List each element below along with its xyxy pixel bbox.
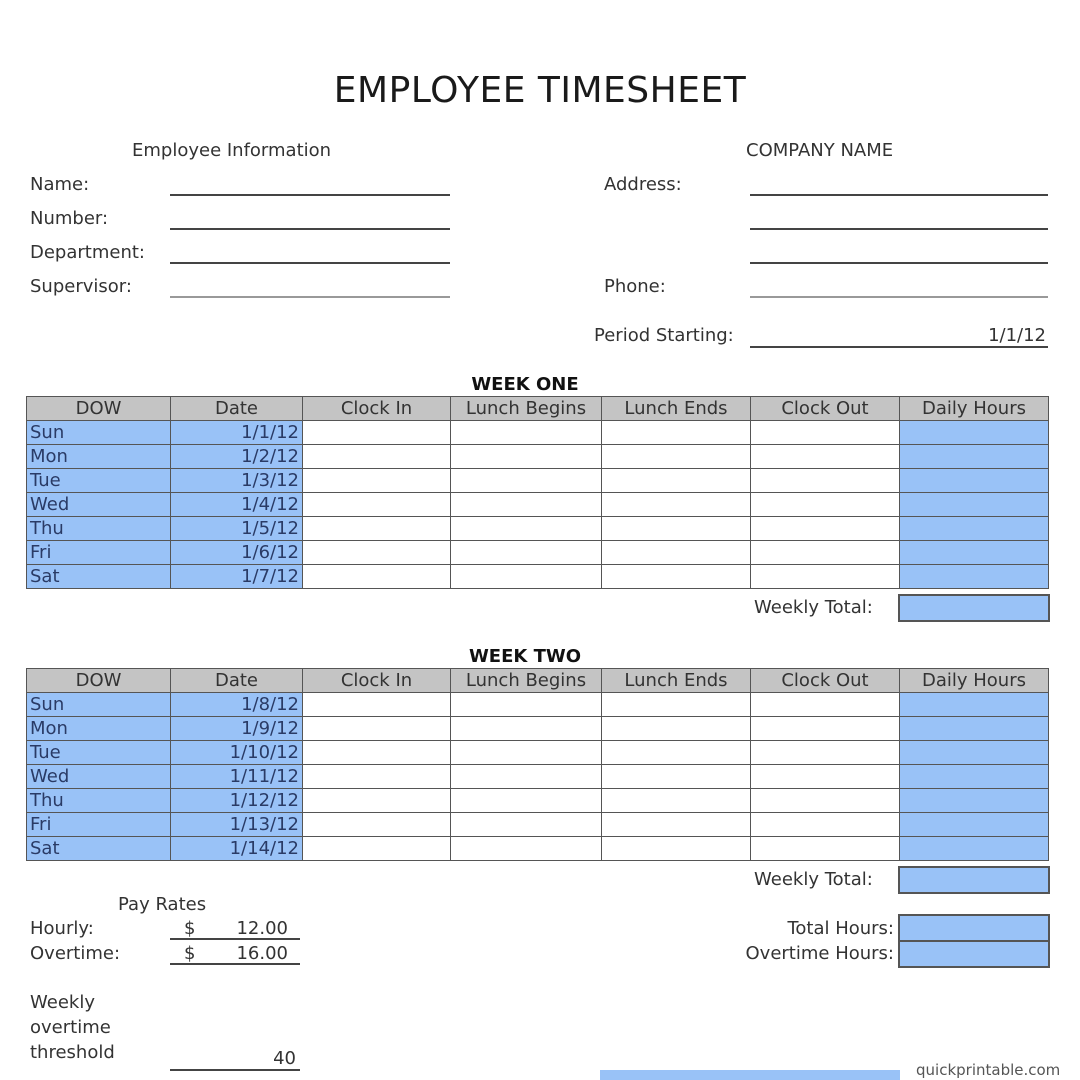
table-row xyxy=(27,693,1049,717)
lunch-begins-cell[interactable] xyxy=(451,765,602,789)
overtime-currency: $ xyxy=(184,943,196,964)
dow-cell: Wed xyxy=(27,765,171,789)
threshold-field[interactable] xyxy=(170,1069,300,1071)
date-cell: 1/8/12 xyxy=(171,693,303,717)
dow-cell: Sat xyxy=(27,565,171,589)
dow-cell: Mon xyxy=(27,445,171,469)
lunch-begins-cell[interactable] xyxy=(451,717,602,741)
daily-hours-cell[interactable] xyxy=(900,789,1049,813)
week-one-header-row xyxy=(27,397,1049,421)
clock-in-cell[interactable] xyxy=(303,693,451,717)
week-two-header-row xyxy=(27,669,1049,693)
clock-in-cell[interactable] xyxy=(303,717,451,741)
column-header: Clock Out xyxy=(751,669,900,693)
dow-cell: Tue xyxy=(27,741,171,765)
total-hours-label: Total Hours: xyxy=(787,918,894,939)
dow-cell: Fri xyxy=(27,541,171,565)
week-one-total-label: Weekly Total: xyxy=(754,597,873,618)
clock-in-cell[interactable] xyxy=(303,445,451,469)
table-row xyxy=(27,469,1049,493)
lunch-begins-cell[interactable] xyxy=(451,565,602,589)
lunch-begins-cell[interactable] xyxy=(451,445,602,469)
lunch-ends-cell[interactable] xyxy=(602,469,751,493)
supervisor-field[interactable] xyxy=(170,296,450,298)
department-label: Department: xyxy=(30,242,145,263)
table-row xyxy=(27,789,1049,813)
number-field[interactable] xyxy=(170,228,450,230)
overtime-label: Overtime: xyxy=(30,943,121,964)
date-cell: 1/1/12 xyxy=(171,421,303,445)
dow-cell: Tue xyxy=(27,469,171,493)
date-cell: 1/6/12 xyxy=(171,541,303,565)
lunch-ends-cell[interactable] xyxy=(602,765,751,789)
date-cell: 1/7/12 xyxy=(171,565,303,589)
clock-in-cell[interactable] xyxy=(303,813,451,837)
threshold-label-line-2: overtime xyxy=(30,1017,111,1038)
clock-out-cell[interactable] xyxy=(751,741,900,765)
address-label: Address: xyxy=(604,174,682,195)
dow-cell: Mon xyxy=(27,717,171,741)
clock-in-cell[interactable] xyxy=(303,765,451,789)
daily-hours-cell[interactable] xyxy=(900,445,1049,469)
week-two-table xyxy=(26,668,1049,861)
date-cell: 1/11/12 xyxy=(171,765,303,789)
dow-cell: Sun xyxy=(27,693,171,717)
week-one-total-cell[interactable] xyxy=(898,594,1050,622)
dow-cell: Sun xyxy=(27,421,171,445)
lunch-begins-cell[interactable] xyxy=(451,741,602,765)
column-header: Lunch Ends xyxy=(602,397,751,421)
column-header: DOW xyxy=(27,669,171,693)
lunch-ends-cell[interactable] xyxy=(602,693,751,717)
date-cell: 1/13/12 xyxy=(171,813,303,837)
column-header: Lunch Begins xyxy=(451,669,602,693)
date-cell: 1/3/12 xyxy=(171,469,303,493)
daily-hours-cell[interactable] xyxy=(900,717,1049,741)
total-hours-cell[interactable] xyxy=(898,914,1050,942)
date-cell: 1/12/12 xyxy=(171,789,303,813)
clock-in-cell[interactable] xyxy=(303,517,451,541)
date-cell: 1/4/12 xyxy=(171,493,303,517)
lunch-ends-cell[interactable] xyxy=(602,541,751,565)
lunch-ends-cell[interactable] xyxy=(602,741,751,765)
overtime-hours-label: Overtime Hours: xyxy=(745,943,894,964)
date-cell: 1/2/12 xyxy=(171,445,303,469)
week-two-total-cell[interactable] xyxy=(898,866,1050,894)
daily-hours-cell[interactable] xyxy=(900,693,1049,717)
lunch-ends-cell[interactable] xyxy=(602,517,751,541)
lunch-ends-cell[interactable] xyxy=(602,565,751,589)
overtime-rate-field[interactable] xyxy=(170,963,300,965)
clock-out-cell[interactable] xyxy=(751,717,900,741)
lunch-ends-cell[interactable] xyxy=(602,445,751,469)
dow-cell: Sat xyxy=(27,837,171,861)
week-two-total-label: Weekly Total: xyxy=(754,869,873,890)
column-header: DOW xyxy=(27,397,171,421)
daily-hours-cell[interactable] xyxy=(900,421,1049,445)
week-one-title: WEEK ONE xyxy=(471,374,579,395)
phone-label: Phone: xyxy=(604,276,666,297)
clock-in-cell[interactable] xyxy=(303,493,451,517)
address-field-2[interactable] xyxy=(750,228,1048,230)
clock-out-cell[interactable] xyxy=(751,693,900,717)
table-row xyxy=(27,837,1049,861)
lunch-begins-cell[interactable] xyxy=(451,789,602,813)
table-row xyxy=(27,717,1049,741)
hourly-rate-value: 12.00 xyxy=(236,918,288,939)
table-row xyxy=(27,541,1049,565)
clock-in-cell[interactable] xyxy=(303,565,451,589)
table-row xyxy=(27,813,1049,837)
clock-out-cell[interactable] xyxy=(751,469,900,493)
clock-in-cell[interactable] xyxy=(303,837,451,861)
daily-hours-cell[interactable] xyxy=(900,493,1049,517)
clock-out-cell[interactable] xyxy=(751,445,900,469)
column-header: Daily Hours xyxy=(900,397,1049,421)
clock-out-cell[interactable] xyxy=(751,789,900,813)
number-label: Number: xyxy=(30,208,109,229)
pay-rates-heading: Pay Rates xyxy=(118,894,207,915)
date-cell: 1/14/12 xyxy=(171,837,303,861)
clock-in-cell[interactable] xyxy=(303,469,451,493)
address-field-1[interactable] xyxy=(750,194,1048,196)
normal-pay-cell[interactable] xyxy=(600,1070,900,1080)
daily-hours-cell[interactable] xyxy=(900,765,1049,789)
table-row xyxy=(27,741,1049,765)
table-row xyxy=(27,765,1049,789)
date-cell: 1/9/12 xyxy=(171,717,303,741)
clock-out-cell[interactable] xyxy=(751,837,900,861)
clock-in-cell[interactable] xyxy=(303,541,451,565)
column-header: Clock Out xyxy=(751,397,900,421)
address-field-3[interactable] xyxy=(750,262,1048,264)
name-field[interactable] xyxy=(170,194,450,196)
column-header: Date xyxy=(171,397,303,421)
clock-out-cell[interactable] xyxy=(751,517,900,541)
lunch-ends-cell[interactable] xyxy=(602,789,751,813)
dow-cell: Thu xyxy=(27,517,171,541)
name-label: Name: xyxy=(30,174,90,195)
employee-info-heading: Employee Information xyxy=(132,140,332,161)
department-field[interactable] xyxy=(170,262,450,264)
dow-cell: Fri xyxy=(27,813,171,837)
lunch-begins-cell[interactable] xyxy=(451,837,602,861)
hourly-rate-field[interactable] xyxy=(170,938,300,940)
clock-out-cell[interactable] xyxy=(751,765,900,789)
lunch-begins-cell[interactable] xyxy=(451,421,602,445)
hourly-label: Hourly: xyxy=(30,918,94,939)
lunch-begins-cell[interactable] xyxy=(451,469,602,493)
clock-out-cell[interactable] xyxy=(751,493,900,517)
lunch-begins-cell[interactable] xyxy=(451,517,602,541)
table-row xyxy=(27,565,1049,589)
lunch-begins-cell[interactable] xyxy=(451,493,602,517)
table-row xyxy=(27,493,1049,517)
daily-hours-cell[interactable] xyxy=(900,565,1049,589)
threshold-label-line-3: threshold xyxy=(30,1042,115,1063)
clock-in-cell[interactable] xyxy=(303,741,451,765)
supervisor-label: Supervisor: xyxy=(30,276,132,297)
lunch-begins-cell[interactable] xyxy=(451,693,602,717)
lunch-begins-cell[interactable] xyxy=(451,813,602,837)
clock-out-cell[interactable] xyxy=(751,813,900,837)
hourly-currency: $ xyxy=(184,918,196,939)
clock-out-cell[interactable] xyxy=(751,565,900,589)
overtime-rate-value: 16.00 xyxy=(236,943,288,964)
column-header: Lunch Ends xyxy=(602,669,751,693)
column-header: Daily Hours xyxy=(900,669,1049,693)
date-cell: 1/10/12 xyxy=(171,741,303,765)
lunch-ends-cell[interactable] xyxy=(602,421,751,445)
page-title: EMPLOYEE TIMESHEET xyxy=(333,70,747,111)
dow-cell: Wed xyxy=(27,493,171,517)
lunch-ends-cell[interactable] xyxy=(602,813,751,837)
threshold-value: 40 xyxy=(273,1048,296,1069)
table-row xyxy=(27,445,1049,469)
watermark: quickprintable.com xyxy=(916,1061,1061,1079)
clock-out-cell[interactable] xyxy=(751,541,900,565)
week-two-title: WEEK TWO xyxy=(468,646,582,667)
overtime-hours-cell[interactable] xyxy=(898,940,1050,968)
date-cell: 1/5/12 xyxy=(171,517,303,541)
table-row xyxy=(27,517,1049,541)
period-starting-value: 1/1/12 xyxy=(988,325,1046,346)
clock-in-cell[interactable] xyxy=(303,421,451,445)
daily-hours-cell[interactable] xyxy=(900,813,1049,837)
clock-in-cell[interactable] xyxy=(303,789,451,813)
lunch-begins-cell[interactable] xyxy=(451,541,602,565)
week-one-table xyxy=(26,396,1049,589)
column-header: Clock In xyxy=(303,397,451,421)
column-header: Clock In xyxy=(303,669,451,693)
threshold-label-line-1: Weekly xyxy=(30,992,95,1013)
lunch-ends-cell[interactable] xyxy=(602,717,751,741)
dow-cell: Thu xyxy=(27,789,171,813)
daily-hours-cell[interactable] xyxy=(900,837,1049,861)
daily-hours-cell[interactable] xyxy=(900,741,1049,765)
daily-hours-cell[interactable] xyxy=(900,517,1049,541)
daily-hours-cell[interactable] xyxy=(900,469,1049,493)
table-row xyxy=(27,421,1049,445)
phone-field[interactable] xyxy=(750,296,1048,298)
period-starting-label: Period Starting: xyxy=(594,325,734,346)
clock-out-cell[interactable] xyxy=(751,421,900,445)
lunch-ends-cell[interactable] xyxy=(602,837,751,861)
column-header: Date xyxy=(171,669,303,693)
company-name-heading: COMPANY NAME xyxy=(746,140,894,161)
period-starting-field[interactable] xyxy=(750,346,1048,348)
column-header: Lunch Begins xyxy=(451,397,602,421)
lunch-ends-cell[interactable] xyxy=(602,493,751,517)
daily-hours-cell[interactable] xyxy=(900,541,1049,565)
